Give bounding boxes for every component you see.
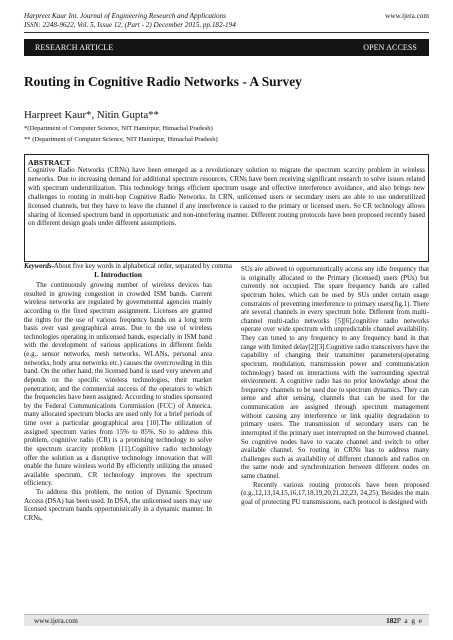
left-column <box>24 266 212 587</box>
issn-line: ISSN: 2248-9622, Vol. 5, Issue 12, (Part - 2) December 2015, pp.182-194 <box>24 21 236 29</box>
keywords-label: Keywords- <box>24 263 54 270</box>
article-type-banner <box>24 39 429 56</box>
paragraph: Recently various routing protocols have been proposed (e.g.,12,13,14,15,16,17,18,19,20,21,22,23, 24,25). Besides the main goal of protecting PU transmissions, each protocol is designed with <box>241 481 429 506</box>
running-header <box>24 12 429 30</box>
keywords-text: About five key words in alphabetical order, separated by comma <box>53 263 232 270</box>
paragraph: To address this problem, the notion of Dynamic Spectrum Access (DSA) has been used. In DSA, the unlicensed users may use licensed spectrum bands opportunistically in a dynamic manner. In CRNs, <box>24 489 212 522</box>
section-heading: I. Introduction <box>94 270 142 279</box>
right-column <box>241 266 429 610</box>
abstract-heading: ABSTRACT <box>28 158 71 167</box>
affiliation-1: *(Department of Computer Science, NIT Hamirpur, Himachal Pradesh) <box>24 125 213 132</box>
journal-site-link[interactable]: www.ijera.com <box>385 12 429 20</box>
article-type-label: RESEARCH ARTICLE <box>35 43 114 52</box>
paragraph: The continuously growing number of wireless devices has resulted in growing congestion in crowded ISM bands. Current wireless networks are regulated by governmental agencies mainly according to the fixed spectrum assignment. Licenses are granted the rights for the use of various frequency bands on a long term basis over vast geographical areas. Due to the use of wireless technologies operating in unlicensed bands, especially in ISM band with the development of various applications in different fields (e.g., sensor networks, mesh networks, WLANs, personal area networks, body area networks etc.) causes the overcrowding in this band. On the other hand, the licensed band is used very uneven and depends on the specific wireless technologies, their market penetration, and the commercial success of the operators to which the frequencies have been assigned. According to studies sponsored by the Federal Communications Commission (FCC) of America, many allocated spectrum blocks are used only for a brief periods of time over a particular geographical area [10].The utilization of assigned spectrum varies from 15% to 85%. So to address this problem, cognitive radio (CR) is a promising technology to solve the spectrum scarcity problem [11].Cognitive radio technology offer the solution as a disruptive technology innovation that will enable the future wireless world By efficiently utilizing the unused available spectrum, CR technology improves the spectrum efficiency. <box>24 282 212 488</box>
page-indicator <box>386 617 423 625</box>
footer-site-link[interactable]: www.ijera.com <box>34 616 78 625</box>
page-number: 182 <box>386 616 397 625</box>
header-divider <box>24 32 429 33</box>
access-label: OPEN ACCESS <box>363 43 417 52</box>
abstract-box <box>24 154 429 262</box>
paragraph: SUs are allowed to opportunistically access any idle frequency that is originally allocated to the Primary (licensed) users (PUs) but currently not occupied. The spare frequency bands are called spectrum holes, which can be used by SUs under certain usage constraints of preventing interference to primary users(fig.1). There are several channels in every spectrum hole. Different from multi-channel multi-radio networks [5][6],cognitive radio networks operate over wide spectrum with unpredictable channel availability. They can tuned to any frequency to any frequency band in that range with limited delay[2][3].Cognitive radio transceivers have the capability of changing their transmitter parameters(operating spectrum, modulation, transmission power and communication technology) based on interactions with the surrounding spectral environment. A cognitive radio has no prior knowledge about the frequency channels to be used due to spectrum dynamics. They can sense and after sensing, channels that can be used for the communication are assigned through spectrum management without causing any interference or link quality degradation to primary users. The transmission of secondary users can be interrupted if the primary user interrupted on the burrowed channel. So cognitive nodes have to vacate channel and switch to other available channel. So routing in CRNs has to address many challenges such as availability of different channels and radios on the same node and synchronization between different nodes on same channel. <box>241 266 429 480</box>
paper-title: Routing in Cognitive Radio Networks - A Survey <box>24 74 302 89</box>
page-label: P a g e <box>396 616 423 625</box>
author-list: Harpreet Kaur*, Nitin Gupta** <box>24 109 159 121</box>
affiliation-2: ** (Department of Computer Science, NIT Hamirpur, Himachal Pradesh) <box>24 136 218 143</box>
page-footer <box>24 614 429 626</box>
abstract-text: Cognitive Radio Networks (CRNs) have been emerged as a revolutionary solution to migrate the spectrum scarcity problem in wireless networks. Due to increasing demand for additional spectrum resources, CRNs have been receiving significant research to solve issues related with spectrum underutilization. This technology brings efficient spectrum usage and effective interference avoidance, and also brings new challenges to routing in multi-hop Cognitive Radio Networks. In CRN, unlicensed users or secondary users are able to use underutilized licensed channels, but they have to leave the channel if any interference is caused to the primary or licensed users. So CR technology allows sharing of licensed spectrum band in opportunistic and non-interfering manner. Different routing protocols have been proposed recently based on different design goals under different assumptions. <box>28 167 425 228</box>
journal-name: Harpreet Kaur Int. Journal of Engineering Research and Applications <box>24 12 226 20</box>
